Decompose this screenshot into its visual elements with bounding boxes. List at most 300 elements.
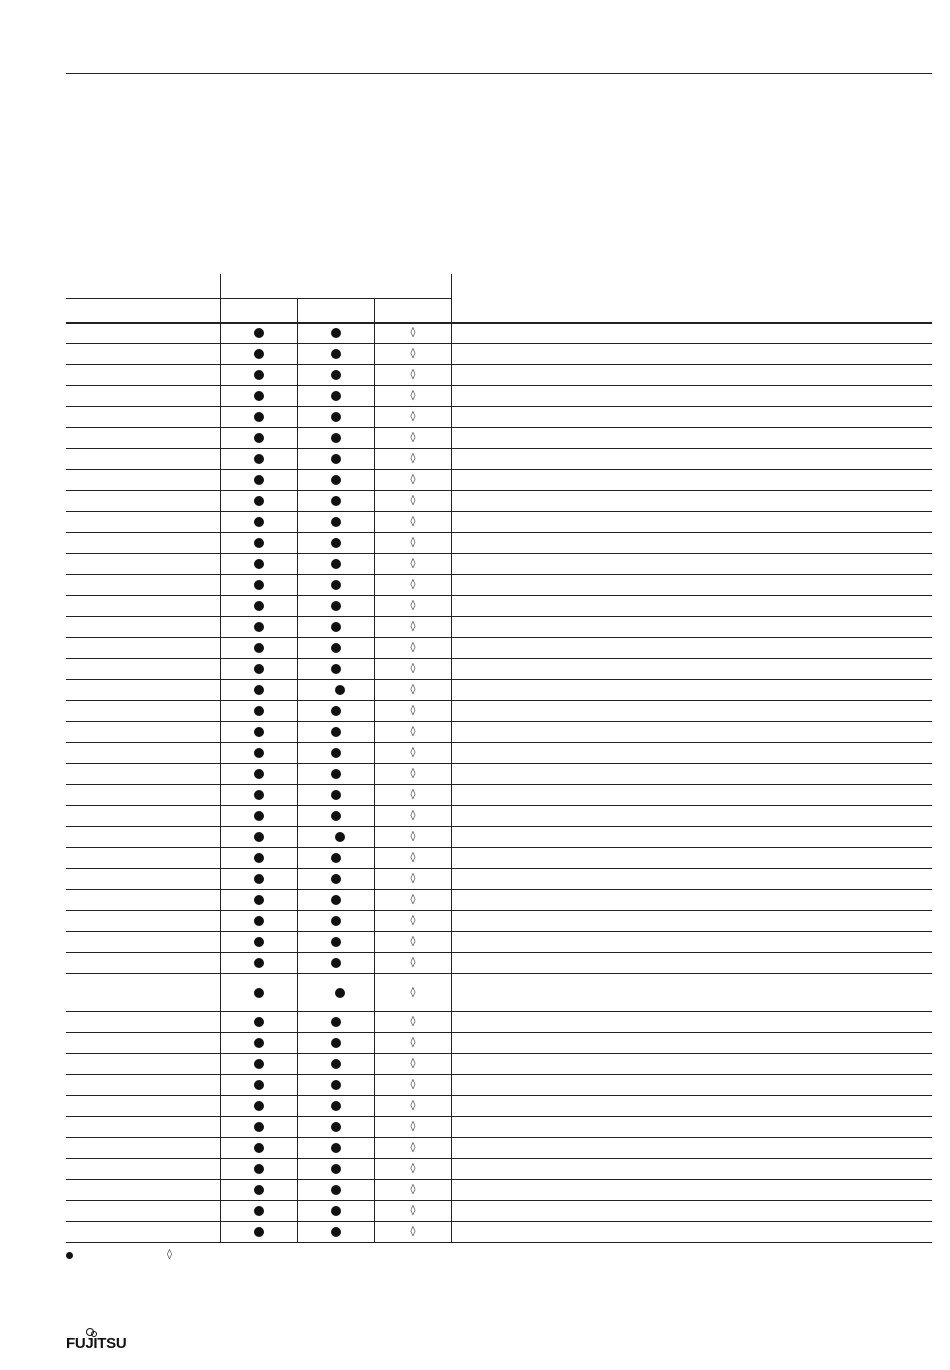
row-mark-cell [221,638,298,658]
diamond-icon: ◊ [410,1016,416,1027]
row-mark-cell [375,470,452,490]
row-mark-cell [221,953,298,973]
table-row [66,806,932,827]
table-row [66,1222,932,1243]
row-description-cell [452,869,932,889]
row-description-cell [452,575,932,595]
row-name-cell [66,827,221,847]
row-description-cell [452,932,932,952]
row-name-cell [66,554,221,574]
row-mark-cell [298,344,375,364]
diamond-icon: ◊ [410,873,416,884]
row-mark-cell [221,491,298,511]
row-mark-cell [298,1222,375,1242]
table-row [66,1075,932,1096]
row-mark-cell [221,680,298,700]
row-name-cell [66,785,221,805]
table-row [66,1054,932,1075]
row-name-cell [66,1180,221,1200]
diamond-icon: ◊ [410,1121,416,1132]
row-name-cell [66,680,221,700]
diamond-icon: ◊ [410,411,416,422]
row-mark-cell [221,1222,298,1242]
filled-dot-icon [331,412,341,422]
row-mark-cell [221,365,298,385]
row-name-cell [66,659,221,679]
row-mark-cell [375,1222,452,1242]
diamond-icon: ◊ [410,1058,416,1069]
row-mark-cell [375,680,452,700]
row-mark-cell [375,596,452,616]
table-row [66,890,932,911]
row-mark-cell [221,659,298,679]
row-mark-cell [298,1075,375,1095]
filled-dot-icon [254,1164,264,1174]
filled-dot-icon [254,1059,264,1069]
diamond-icon: ◊ [410,1184,416,1195]
filled-dot-icon [254,622,264,632]
row-mark-cell [298,1096,375,1116]
filled-dot-icon [331,1164,341,1174]
feature-table [66,274,932,1243]
row-mark-cell [221,323,298,343]
legend-dot-icon [66,1252,73,1259]
row-mark-cell [375,764,452,784]
diamond-icon: ◊ [410,390,416,401]
row-description-cell [452,1201,932,1221]
row-mark-cell [298,323,375,343]
filled-dot-icon [254,988,264,998]
diamond-icon: ◊ [410,579,416,590]
row-description-cell [452,512,932,532]
filled-dot-icon [331,853,341,863]
row-mark-cell [375,491,452,511]
table-row [66,1138,932,1159]
filled-dot-icon [254,1017,264,1027]
row-mark-cell [298,1054,375,1074]
filled-dot-icon [331,1080,341,1090]
table-row [66,512,932,533]
row-mark-cell [298,554,375,574]
table-row [66,1117,932,1138]
row-mark-cell [221,344,298,364]
row-description-cell [452,701,932,721]
filled-dot-icon [254,937,264,947]
row-description-cell [452,533,932,553]
diamond-icon: ◊ [410,747,416,758]
row-mark-cell [221,1096,298,1116]
table-row [66,1096,932,1117]
row-description-cell [452,785,932,805]
row-mark-cell [221,806,298,826]
table-row [66,323,932,344]
row-mark-cell [298,407,375,427]
table-row [66,827,932,848]
row-mark-cell [298,953,375,973]
row-mark-cell [375,1054,452,1074]
table-row [66,533,932,554]
diamond-icon: ◊ [410,768,416,779]
table-row [66,575,932,596]
filled-dot-icon [331,727,341,737]
row-mark-cell [221,1180,298,1200]
row-mark-cell [375,1180,452,1200]
row-description-cell [452,1222,932,1242]
row-name-cell [66,806,221,826]
row-mark-cell [298,1117,375,1137]
row-mark-cell [298,869,375,889]
row-name-cell [66,1201,221,1221]
row-mark-cell [221,1075,298,1095]
diamond-icon: ◊ [410,936,416,947]
row-name-cell [66,1138,221,1158]
filled-dot-icon [331,1059,341,1069]
row-mark-cell [298,638,375,658]
filled-dot-icon [254,1038,264,1048]
filled-dot-icon [254,412,264,422]
row-mark-cell [298,680,375,700]
row-mark-cell [221,1201,298,1221]
row-mark-cell [298,722,375,742]
row-name-cell [66,764,221,784]
diamond-icon: ◊ [410,852,416,863]
row-mark-cell [298,806,375,826]
row-description-cell [452,974,932,1011]
row-name-cell [66,1117,221,1137]
filled-dot-icon [331,1122,341,1132]
row-description-cell [452,743,932,763]
filled-dot-icon [254,391,264,401]
header-divider [451,274,452,323]
row-mark-cell [221,407,298,427]
table-row [66,449,932,470]
diamond-icon: ◊ [410,369,416,380]
row-mark-cell [221,785,298,805]
diamond-icon: ◊ [410,1226,416,1237]
diamond-icon: ◊ [410,1205,416,1216]
filled-dot-icon [331,706,341,716]
table-row [66,1033,932,1054]
table-row [66,596,932,617]
row-description-cell [452,1138,932,1158]
row-mark-cell [375,449,452,469]
row-name-cell [66,617,221,637]
filled-dot-icon [254,517,264,527]
row-description-cell [452,323,932,343]
row-mark-cell [375,512,452,532]
row-name-cell [66,890,221,910]
filled-dot-icon [331,391,341,401]
row-mark-cell [298,785,375,805]
filled-dot-icon [331,916,341,926]
row-name-cell [66,932,221,952]
row-name-cell [66,365,221,385]
filled-dot-icon [331,349,341,359]
row-name-cell [66,407,221,427]
row-description-cell [452,806,932,826]
row-name-cell [66,848,221,868]
row-name-cell [66,533,221,553]
row-mark-cell [375,827,452,847]
filled-dot-icon [254,538,264,548]
row-name-cell [66,428,221,448]
row-description-cell [452,722,932,742]
row-mark-cell [375,1201,452,1221]
row-mark-cell [221,743,298,763]
row-mark-cell [298,596,375,616]
filled-dot-icon [254,790,264,800]
filled-dot-icon [254,1185,264,1195]
diamond-icon: ◊ [410,495,416,506]
filled-dot-icon [254,664,264,674]
diamond-icon: ◊ [410,894,416,905]
filled-dot-icon [254,433,264,443]
row-description-cell [452,911,932,931]
row-mark-cell [298,890,375,910]
row-name-cell [66,701,221,721]
filled-dot-icon [331,622,341,632]
filled-dot-icon [331,433,341,443]
row-name-cell [66,869,221,889]
row-mark-cell [375,1033,452,1053]
row-name-cell [66,386,221,406]
row-mark-cell [375,932,452,952]
row-description-cell [452,848,932,868]
row-description-cell [452,1012,932,1032]
row-description-cell [452,596,932,616]
filled-dot-icon [254,874,264,884]
diamond-icon: ◊ [410,453,416,464]
filled-dot-icon [254,643,264,653]
diamond-icon: ◊ [410,789,416,800]
row-mark-cell [221,470,298,490]
row-description-cell [452,638,932,658]
row-description-cell [452,428,932,448]
table-row [66,722,932,743]
row-description-cell [452,617,932,637]
diamond-icon: ◊ [410,474,416,485]
row-description-cell [452,1096,932,1116]
row-mark-cell [221,932,298,952]
filled-dot-icon [254,685,264,695]
row-name-cell [66,638,221,658]
row-mark-cell [375,953,452,973]
table-row [66,764,932,785]
filled-dot-icon [331,496,341,506]
table-row [66,365,932,386]
row-mark-cell [375,1138,452,1158]
diamond-icon: ◊ [410,915,416,926]
filled-dot-icon [254,1080,264,1090]
row-mark-cell [221,1138,298,1158]
row-mark-cell [375,533,452,553]
row-description-cell [452,1117,932,1137]
row-mark-cell [375,323,452,343]
row-mark-cell [221,911,298,931]
row-mark-cell [375,1012,452,1032]
row-mark-cell [298,764,375,784]
table-row [66,386,932,407]
row-mark-cell [221,386,298,406]
row-mark-cell [375,806,452,826]
row-mark-cell [375,848,452,868]
row-description-cell [452,365,932,385]
filled-dot-icon [331,1206,341,1216]
filled-dot-icon [254,706,264,716]
table-row [66,554,932,575]
row-mark-cell [221,1117,298,1137]
filled-dot-icon [254,559,264,569]
row-description-cell [452,764,932,784]
row-mark-cell [375,407,452,427]
row-mark-cell [298,491,375,511]
filled-dot-icon [331,475,341,485]
filled-dot-icon [254,1122,264,1132]
row-mark-cell [298,1180,375,1200]
row-mark-cell [298,428,375,448]
row-name-cell [66,512,221,532]
row-mark-cell [298,533,375,553]
diamond-icon: ◊ [410,348,416,359]
filled-dot-icon [254,349,264,359]
row-mark-cell [221,764,298,784]
filled-dot-icon [254,370,264,380]
row-name-cell [66,449,221,469]
header-divider [374,298,375,323]
row-mark-cell [298,701,375,721]
filled-dot-icon [335,832,345,842]
row-mark-cell [221,428,298,448]
filled-dot-icon [254,580,264,590]
diamond-icon: ◊ [410,726,416,737]
filled-dot-icon [331,601,341,611]
filled-dot-icon [254,811,264,821]
row-mark-cell [221,1012,298,1032]
row-mark-cell [298,1159,375,1179]
row-mark-cell [298,743,375,763]
row-mark-cell [298,449,375,469]
row-mark-cell [221,596,298,616]
table-row [66,743,932,764]
row-description-cell [452,953,932,973]
row-mark-cell [221,722,298,742]
diamond-icon: ◊ [410,558,416,569]
row-name-cell [66,596,221,616]
row-name-cell [66,1075,221,1095]
row-mark-cell [298,386,375,406]
filled-dot-icon [254,1206,264,1216]
header-divider [297,298,298,323]
row-mark-cell [375,974,452,1011]
filled-dot-icon [331,811,341,821]
table-row [66,848,932,869]
filled-dot-icon [331,1101,341,1111]
diamond-icon: ◊ [410,432,416,443]
row-name-cell [66,953,221,973]
filled-dot-icon [254,748,264,758]
row-name-cell [66,575,221,595]
row-name-cell [66,1012,221,1032]
diamond-icon: ◊ [410,327,416,338]
filled-dot-icon [254,1143,264,1153]
row-description-cell [452,1180,932,1200]
row-mark-cell [221,512,298,532]
row-mark-cell [298,827,375,847]
table-row [66,1180,932,1201]
table-row [66,1012,932,1033]
row-mark-cell [375,1075,452,1095]
filled-dot-icon [331,580,341,590]
diamond-icon: ◊ [410,986,416,998]
row-mark-cell [221,1054,298,1074]
row-description-cell [452,407,932,427]
row-description-cell [452,386,932,406]
filled-dot-icon [331,1038,341,1048]
filled-dot-icon [331,1017,341,1027]
row-name-cell [66,1159,221,1179]
row-mark-cell [221,617,298,637]
row-description-cell [452,827,932,847]
table-row [66,953,932,974]
filled-dot-icon [254,769,264,779]
filled-dot-icon [254,853,264,863]
table-row [66,407,932,428]
row-mark-cell [298,617,375,637]
table-row [66,617,932,638]
diamond-icon: ◊ [410,516,416,527]
row-mark-cell [375,575,452,595]
fujitsu-logo [66,1335,126,1352]
row-mark-cell [375,1117,452,1137]
row-mark-cell [221,533,298,553]
table-row [66,491,932,512]
diamond-icon: ◊ [410,1037,416,1048]
row-description-cell [452,680,932,700]
filled-dot-icon [331,769,341,779]
row-name-cell [66,1054,221,1074]
row-name-cell [66,344,221,364]
row-mark-cell [221,869,298,889]
row-name-cell [66,1033,221,1053]
row-mark-cell [375,386,452,406]
row-mark-cell [375,890,452,910]
row-mark-cell [375,1096,452,1116]
filled-dot-icon [331,538,341,548]
filled-dot-icon [331,790,341,800]
row-mark-cell [375,554,452,574]
filled-dot-icon [254,454,264,464]
row-description-cell [452,554,932,574]
filled-dot-icon [331,895,341,905]
row-mark-cell [298,1201,375,1221]
table-row [66,344,932,365]
diamond-icon: ◊ [410,537,416,548]
diamond-icon: ◊ [410,810,416,821]
filled-dot-icon [335,988,345,998]
row-description-cell [452,890,932,910]
filled-dot-icon [331,937,341,947]
table-row [66,470,932,491]
row-mark-cell [221,848,298,868]
header-subrule [220,298,451,299]
diamond-icon: ◊ [410,1100,416,1111]
filled-dot-icon [331,370,341,380]
table-row [66,1159,932,1180]
row-mark-cell [375,1159,452,1179]
filled-dot-icon [331,748,341,758]
filled-dot-icon [331,454,341,464]
row-name-cell [66,974,221,1011]
